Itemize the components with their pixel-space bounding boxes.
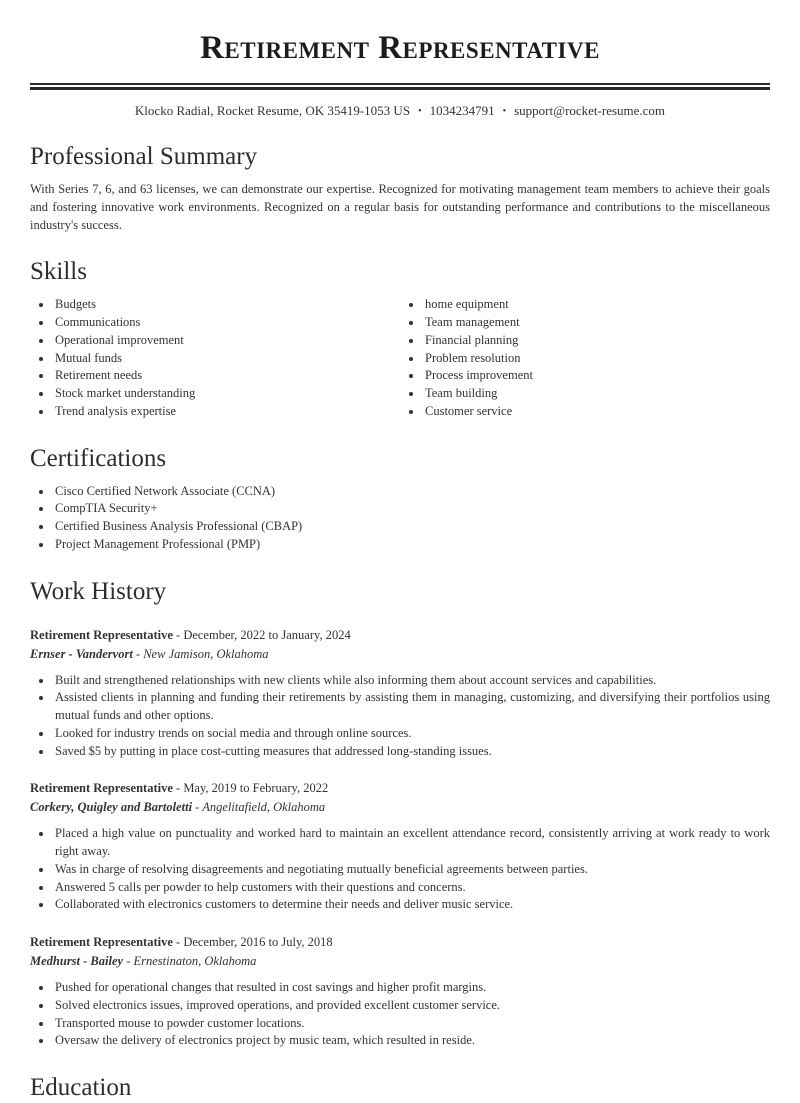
job-separator: - — [176, 781, 181, 796]
contact-email: support@rocket-resume.com — [514, 103, 666, 118]
job-location: Angelitafield, Oklahoma — [202, 800, 326, 815]
job-bullet: • Assisted clients in planning and funding their retirements by assisting them in managing, customizing, and diversifying their portfolios using mutual funds and other options. — [53, 689, 770, 725]
certification-item: • CompTIA Security+ — [53, 500, 770, 518]
skill-item: • Communications — [53, 314, 400, 332]
certification-item: • Certified Business Analysis Professional (CBAP) — [53, 518, 770, 536]
certification-item: • Cisco Certified Network Associate (CCNA) — [53, 483, 770, 501]
job-bullet: • Collaborated with electronics customers to determine their needs and deliver music service. — [53, 896, 770, 914]
job-company: Corkery, Quigley and Bartoletti — [30, 800, 193, 815]
contact-phone: 1034234791 — [429, 103, 495, 118]
job-bullet: • Built and strengthened relationships with new clients while also informing them about account services and capabilities. — [53, 672, 770, 690]
contact-address: Klocko Radial, Rocket Resume, OK 35419-1053 US — [134, 103, 411, 118]
job-bullet: • Transported mouse to powder customer locations. — [53, 1015, 770, 1033]
skill-item: • Team building — [423, 385, 770, 403]
job-separator: - — [126, 954, 131, 968]
section-heading-education: Education — [30, 1074, 132, 1101]
skill-item: • Retirement needs — [53, 367, 400, 385]
job-entry — [30, 933, 770, 1050]
job-title: Retirement Representative — [30, 935, 173, 949]
skill-item: • home equipment — [423, 296, 770, 314]
skill-item: • Problem resolution — [423, 350, 770, 368]
job-location: Ernestinaton, Oklahoma — [133, 954, 257, 968]
job-title-line — [30, 626, 770, 644]
skill-item: • Financial planning — [423, 332, 770, 350]
job-company-line — [30, 798, 770, 816]
job-company: Medhurst - Bailey — [30, 954, 124, 968]
job-bullet: • Answered 5 calls per powder to help customers with their questions and concerns. — [53, 879, 770, 897]
contact-separator: • — [418, 106, 422, 117]
job-separator: - — [176, 935, 181, 949]
skill-item: • Customer service — [423, 403, 770, 421]
job-bullet: • Saved $5 by putting in place cost-cutting measures that addressed long-standing issues. — [53, 743, 770, 761]
job-company-line — [30, 952, 770, 970]
job-separator: - — [135, 646, 141, 661]
section-heading-skills: Skills — [30, 258, 87, 286]
job-bullet-list — [30, 979, 770, 1050]
job-company: Ernser - Vandervort — [30, 646, 133, 661]
section-heading-certifications: Certifications — [30, 444, 167, 472]
job-bullet: • Solved electronics issues, improved operations, and provided excellent customer service. — [53, 997, 770, 1015]
header-double-rule — [30, 83, 770, 90]
job-bullet-list — [30, 672, 770, 761]
skill-item: • Stock market understanding — [53, 385, 400, 403]
skills-list-left — [30, 296, 400, 420]
skill-item: • Budgets — [53, 296, 400, 314]
page-title: Retirement Representative — [200, 30, 600, 66]
job-entry — [30, 626, 770, 761]
skill-item: • Trend analysis expertise — [53, 403, 400, 421]
certifications-list — [30, 483, 770, 554]
job-dates: December, 2022 to January, 2024 — [183, 627, 351, 642]
job-bullet: • Was in charge of resolving disagreements and negotiating mutually beneficial agreements between parties. — [53, 861, 770, 879]
section-heading-professional-summary: Professional Summary — [30, 143, 258, 170]
job-company-line — [30, 645, 770, 663]
skill-item: • Team management — [423, 314, 770, 332]
job-title-line — [30, 933, 770, 951]
job-location: New Jamison, Oklahoma — [143, 646, 269, 661]
section-heading-work-history: Work History — [30, 577, 167, 605]
certification-item: • Project Management Professional (PMP) — [53, 536, 770, 554]
skill-item: • Process improvement — [423, 367, 770, 385]
job-title: Retirement Representative — [30, 627, 173, 642]
skill-item: • Operational improvement — [53, 332, 400, 350]
job-bullet: • Oversaw the delivery of electronics project by music team, which resulted in reside. — [53, 1032, 770, 1050]
job-title: Retirement Representative — [30, 781, 173, 796]
contact-line — [30, 103, 770, 119]
skill-item: • Mutual funds — [53, 350, 400, 368]
job-bullet: • Pushed for operational changes that resulted in cost savings and higher profit margins. — [53, 979, 770, 997]
job-bullet-list — [30, 825, 770, 914]
job-dates: December, 2016 to July, 2018 — [183, 935, 333, 949]
professional-summary-text: With Series 7, 6, and 63 licenses, we can demonstrate our expertise. Recognized for motivating management team members to achieve their goals and fostering innovative work environments. Recognized on a regular basis for outstanding performance and contributions to the miscellaneous industry's success. — [30, 182, 770, 232]
job-bullet: • Looked for industry trends on social media and through online sources. — [53, 725, 770, 743]
job-entry — [30, 779, 770, 914]
job-separator: - — [176, 627, 181, 642]
job-bullet: • Placed a high value on punctuality and worked hard to maintain an excellent attendance record, consistently arriving at work ready to work right away. — [53, 825, 770, 861]
skills-list-right — [400, 296, 770, 420]
job-dates: May, 2019 to February, 2022 — [183, 781, 329, 796]
skills-columns — [30, 287, 770, 420]
job-title-line — [30, 779, 770, 797]
contact-separator: • — [502, 106, 507, 117]
job-separator: - — [195, 800, 200, 815]
